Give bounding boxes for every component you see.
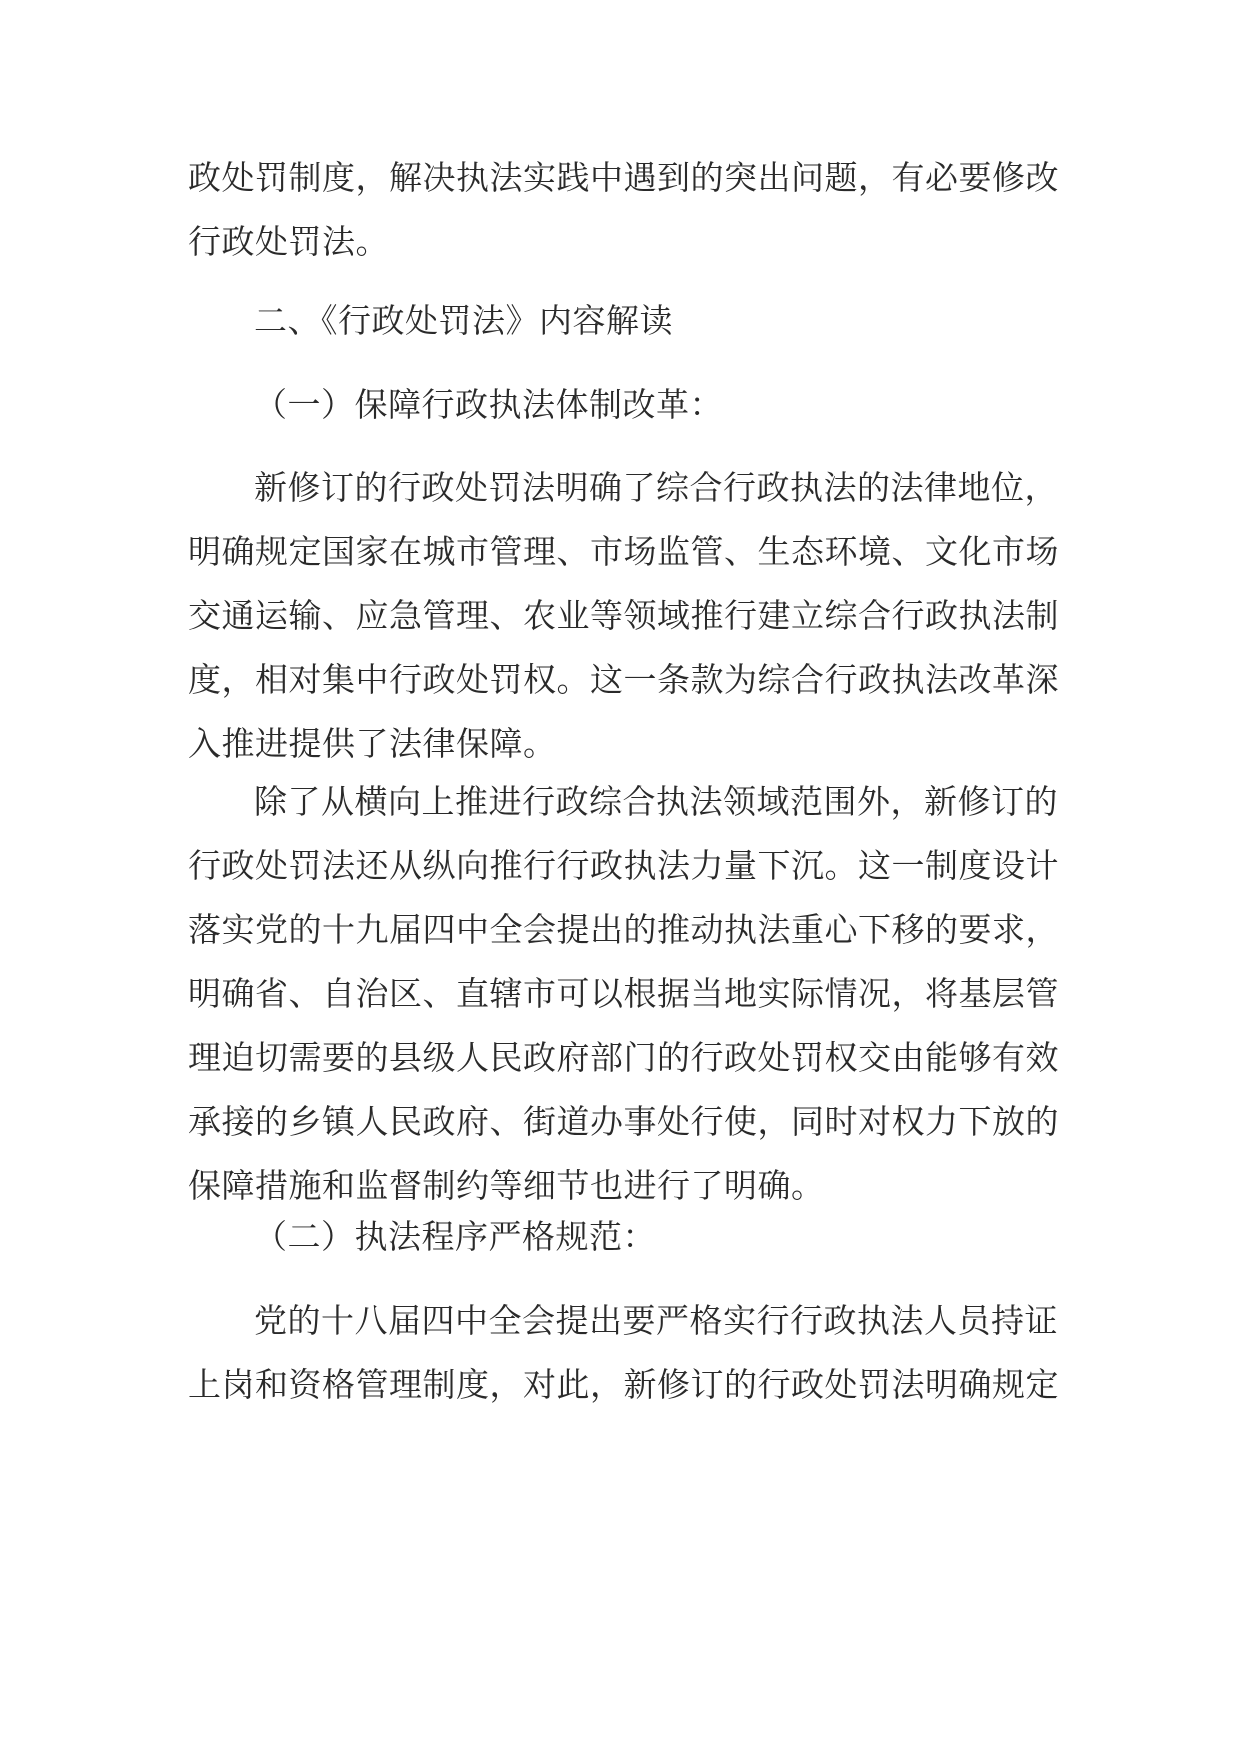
text-line: 明确省、自治区、直辖市可以根据当地实际情况，将基层管 <box>188 974 1059 1013</box>
subheading-2 <box>188 1205 1058 1269</box>
text-line: 党的十八届四中全会提出要严格实行行政执法人员持证 <box>254 1301 1058 1340</box>
paragraph-1 <box>188 456 1058 776</box>
section-heading <box>188 289 1058 353</box>
text-line: 除了从横向上推进行政综合执法领域范围外，新修订的 <box>254 782 1058 821</box>
paragraph-continuation <box>188 146 1058 274</box>
text-line: 新修订的行政处罚法明确了综合行政执法的法律地位， <box>254 468 1058 507</box>
paragraph-3 <box>188 1289 1058 1417</box>
text-line: （一）保障行政执法体制改革： <box>254 385 723 424</box>
subheading-1 <box>188 373 1058 437</box>
text-line: 承接的乡镇人民政府、街道办事处行使，同时对权力下放的 <box>188 1102 1059 1141</box>
text-line: 政处罚制度，解决执法实践中遇到的突出问题，有必要修改 <box>188 158 1059 197</box>
text-line: 理迫切需要的县级人民政府部门的行政处罚权交由能够有效 <box>188 1038 1059 1077</box>
text-line: 入推进提供了法律保障。 <box>188 724 557 763</box>
text-line: （二）执法程序严格规范： <box>254 1217 656 1256</box>
paragraph-2 <box>188 770 1058 1218</box>
text-line: 落实党的十九届四中全会提出的推动执法重心下移的要求， <box>188 910 1059 949</box>
text-line: 二、《行政处罚法》内容解读 <box>254 301 673 340</box>
text-line: 保障措施和监督制约等细节也进行了明确。 <box>188 1166 825 1205</box>
text-line: 交通运输、应急管理、农业等领域推行建立综合行政执法制 <box>188 596 1059 635</box>
text-line: 明确规定国家在城市管理、市场监管、生态环境、文化市场 <box>188 532 1059 571</box>
text-line: 行政处罚法。 <box>188 222 389 261</box>
text-line: 上岗和资格管理制度，对此，新修订的行政处罚法明确规定 <box>188 1365 1059 1404</box>
text-line: 度，相对集中行政处罚权。这一条款为综合行政执法改革深 <box>188 660 1059 699</box>
text-line: 行政处罚法还从纵向推行行政执法力量下沉。这一制度设计 <box>188 846 1059 885</box>
